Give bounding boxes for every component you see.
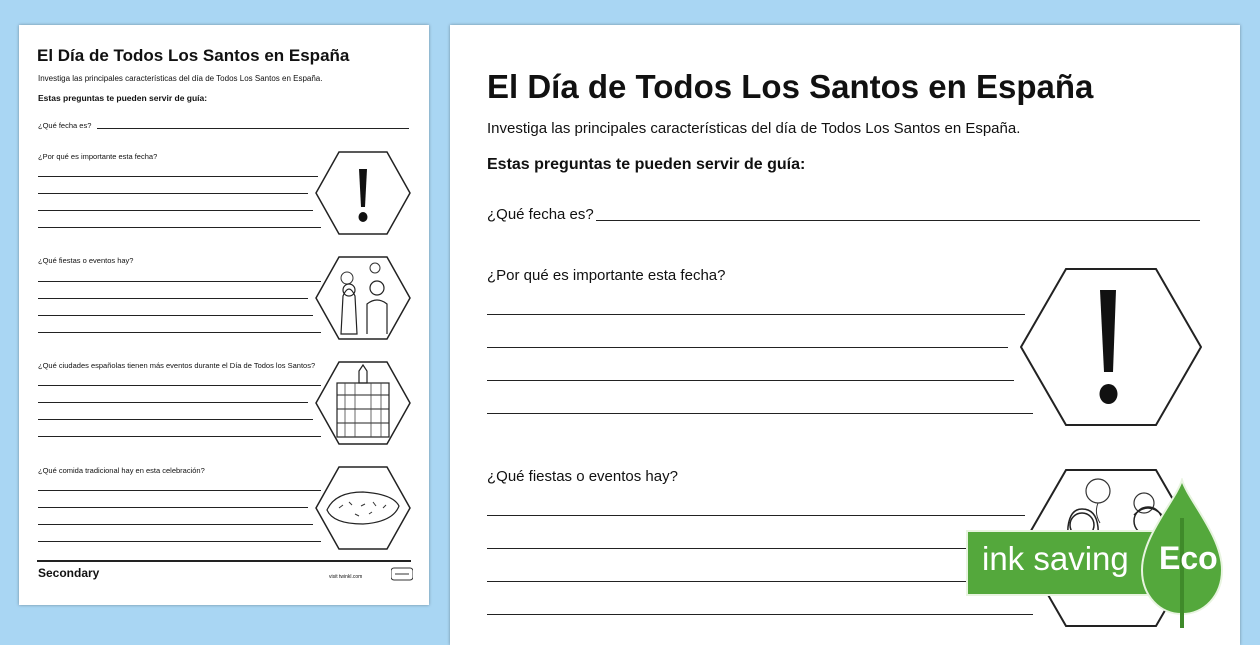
page-title: El Día de Todos Los Santos en España	[487, 68, 1094, 105]
thumb-question-date: ¿Qué fecha es?	[38, 121, 92, 130]
thumb-guide: Estas preguntas te pueden servir de guía:	[38, 93, 208, 103]
town-hall-icon	[315, 361, 411, 445]
thumb-question-importance: ¿Por qué es importante esta fecha?	[38, 152, 158, 161]
answer-line	[487, 581, 1014, 582]
answer-line	[487, 347, 1008, 348]
question-date: ¿Qué fecha es?	[487, 206, 594, 223]
answer-line	[487, 413, 1033, 414]
eco-label: Eco	[1159, 540, 1218, 576]
footer-url: visit twinkl.com	[329, 574, 363, 580]
thumb-answer-line	[38, 490, 321, 491]
page-subtitle: Investiga las principales características del día de Todos Los Santos en España.	[487, 120, 1021, 137]
thumb-answer-line	[38, 436, 321, 437]
thumb-answer-line	[38, 193, 308, 194]
ink-saving-label: ink saving	[982, 540, 1129, 577]
question-events: ¿Qué fiestas o eventos hay?	[487, 468, 678, 485]
thumb-answer-line	[38, 281, 321, 282]
thumb-answer-line	[38, 419, 313, 420]
thumb-answer-line	[38, 385, 321, 386]
thumb-question-food: ¿Qué comida tradicional hay en esta celebración?	[38, 466, 205, 475]
twinkl-logo-icon	[391, 566, 413, 587]
people-icon	[315, 256, 411, 340]
worksheet-thumbnail[interactable]	[19, 25, 429, 605]
page-guide: Estas preguntas te pueden servir de guía:	[487, 156, 806, 173]
answer-line	[487, 548, 1008, 549]
exclamation-icon	[1020, 268, 1202, 426]
thumb-answer-line	[97, 128, 409, 129]
answer-line	[487, 515, 1025, 516]
question-importance: ¿Por qué es importante esta fecha?	[487, 267, 726, 284]
answer-line	[487, 614, 1033, 615]
answer-line	[487, 314, 1025, 315]
footer-label: Secondary	[38, 566, 100, 580]
thumb-answer-line	[38, 541, 321, 542]
thumb-subtitle: Investiga las principales características del día de Todos Los Santos en España.	[38, 74, 323, 83]
thumb-answer-line	[38, 332, 321, 333]
thumb-answer-line	[38, 298, 308, 299]
ink-saving-badge	[966, 478, 1260, 630]
thumb-answer-line	[38, 507, 308, 508]
thumb-answer-line	[38, 210, 313, 211]
thumb-question-cities: ¿Qué ciudades españolas tienen más eventos durante el Día de Todos los Santos?	[38, 361, 316, 370]
thumb-answer-line	[38, 176, 318, 177]
answer-line	[596, 220, 1200, 221]
footer-divider	[37, 560, 411, 562]
thumb-answer-line	[38, 524, 313, 525]
thumb-title: El Día de Todos Los Santos en España	[37, 46, 350, 65]
thumb-question-events: ¿Qué fiestas o eventos hay?	[38, 256, 134, 265]
answer-line	[487, 380, 1014, 381]
exclamation-icon	[315, 151, 411, 235]
thumb-answer-line	[38, 402, 308, 403]
thumb-answer-line	[38, 227, 321, 228]
food-icon	[315, 466, 411, 550]
thumb-answer-line	[38, 315, 313, 316]
